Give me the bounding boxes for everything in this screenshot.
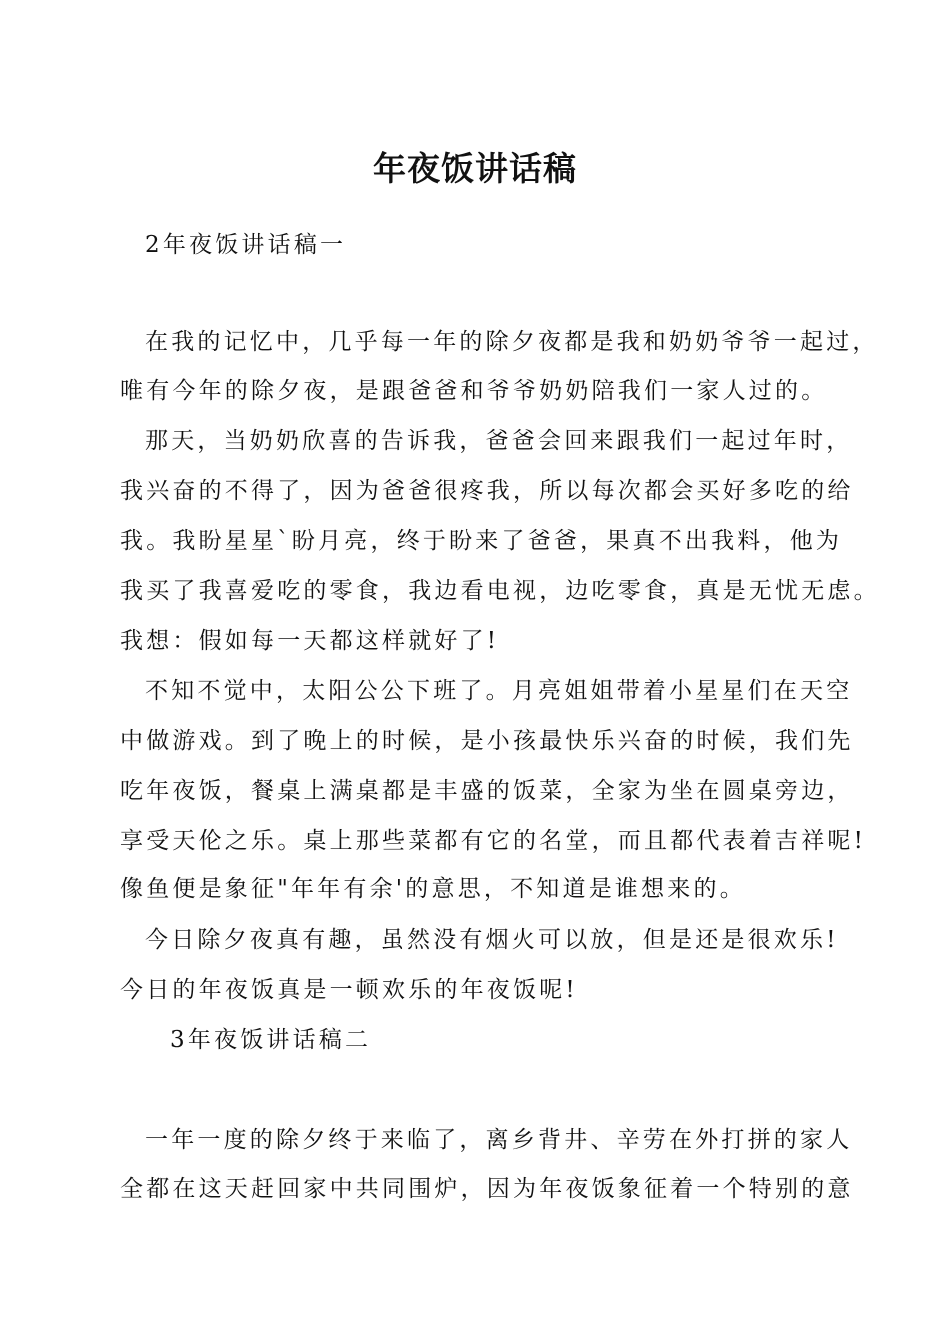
paragraph-line: 中做游戏。到了晚上的时候，是小孩最快乐兴奋的时候，我们先 [120,728,854,754]
paragraph-line: 我。我盼星星`盼月亮，终于盼来了爸爸，果真不出我料，他为 [120,528,843,554]
paragraph-line: 在我的记忆中，几乎每一年的除夕夜都是我和奶奶爷爷一起过， [145,329,879,355]
paragraph-line: 那天，当奶奶欣喜的告诉我，爸爸会回来跟我们一起过年时， [145,428,853,454]
section-heading: 2年夜饭讲话稿一 [145,232,347,258]
paragraph-line: 不知不觉中，太阳公公下班了。月亮姐姐带着小星星们在天空 [145,678,853,704]
document-title: 年夜饭讲话稿 [373,149,577,188]
paragraph-line: 享受天伦之乐。桌上那些菜都有它的名堂，而且都代表着吉祥呢! [120,828,867,854]
paragraph-line: 我买了我喜爱吃的零食，我边看电视，边吃零食，真是无忧无虑。 [120,578,880,604]
paragraph-line: 唯有今年的除夕夜，是跟爸爸和爷爷奶奶陪我们一家人过的。 [120,378,828,404]
paragraph-line: 像鱼便是象征"年年有余'的意思，不知道是谁想来的。 [120,876,746,902]
paragraph-line: 全都在这天赶回家中共同围炉，因为年夜饭象征着一个特别的意 [120,1176,854,1202]
paragraph-line: 今日的年夜饭真是一顿欢乐的年夜饭呢! [120,977,578,1003]
paragraph-line: 吃年夜饭，餐桌上满桌都是丰盛的饭菜，全家为坐在圆桌旁边， [120,778,854,804]
paragraph-line: 今日除夕夜真有趣，虽然没有烟火可以放，但是还是很欢乐! [145,927,839,953]
paragraph-line: 一年一度的除夕终于来临了，离乡背井、辛劳在外打拼的家人 [145,1127,853,1153]
paragraph-line: 我兴奋的不得了，因为爸爸很疼我，所以每次都会买好多吃的给 [120,478,854,504]
section-heading: 3年夜饭讲话稿二 [170,1027,372,1053]
paragraph-line: 我想：假如每一天都这样就好了! [120,628,500,654]
